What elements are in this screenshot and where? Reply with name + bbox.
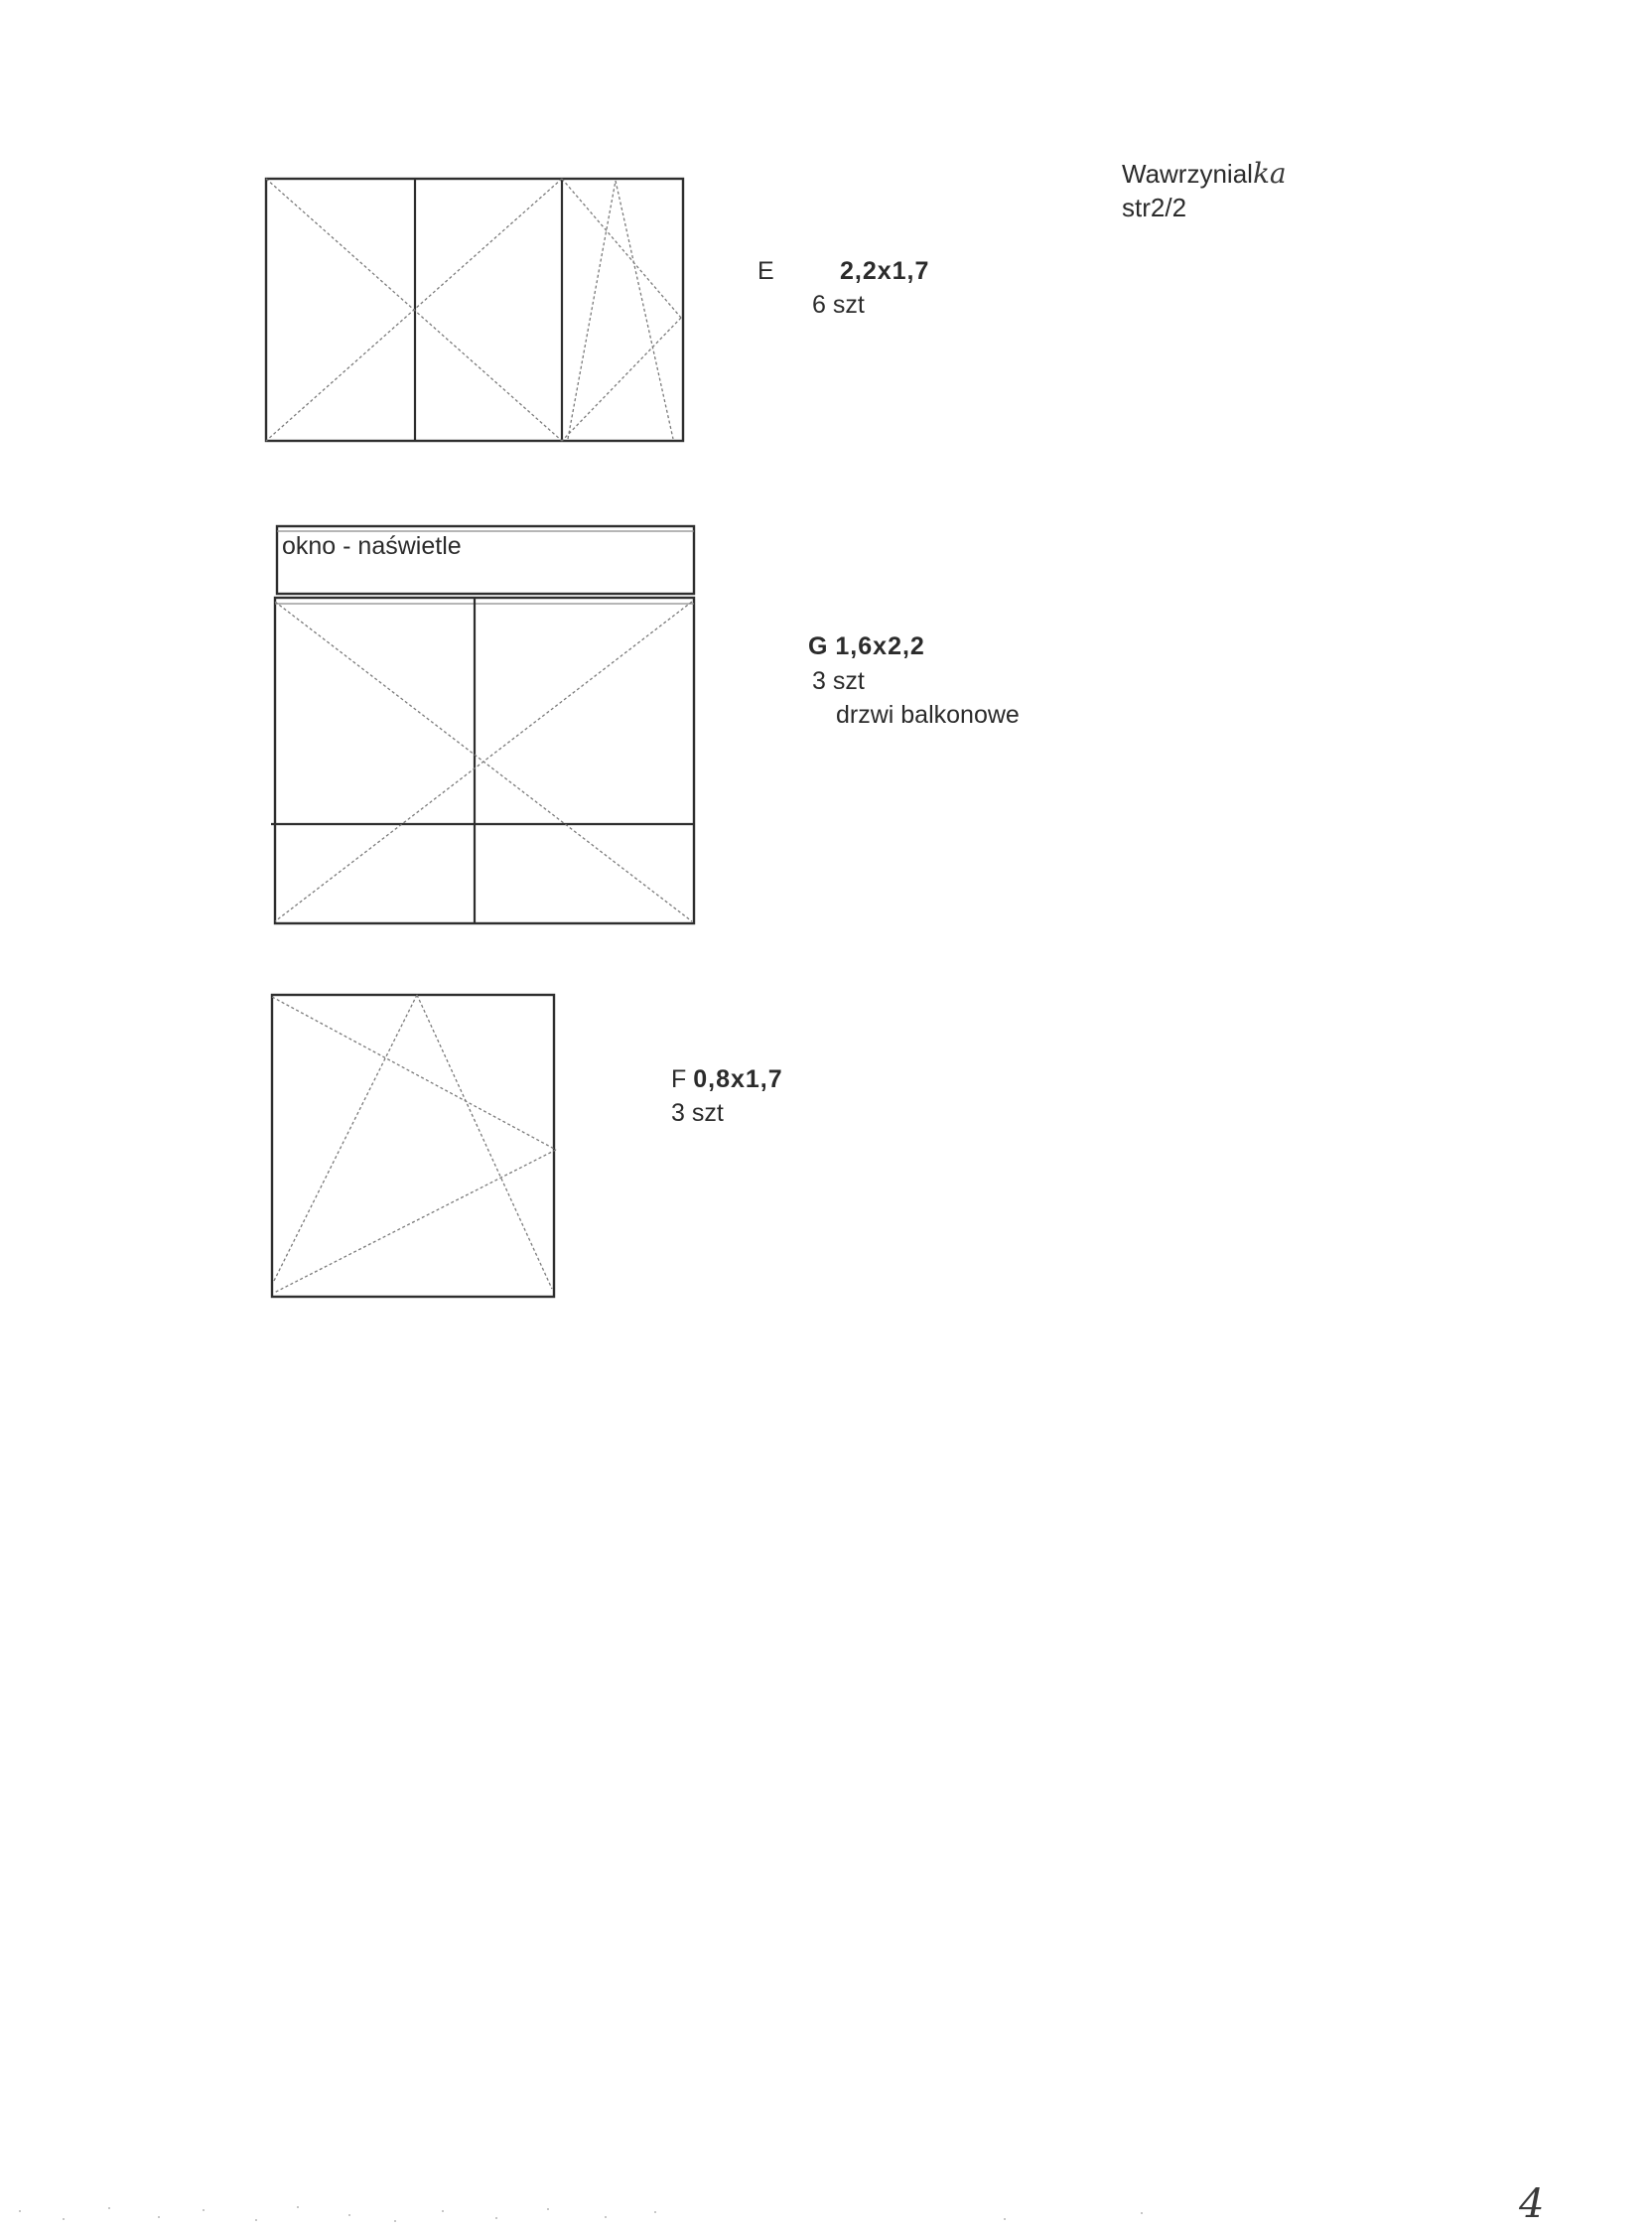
window-e-sash3-turn-1 (562, 179, 681, 318)
window-g-dimensions: 1,6x2,2 (835, 632, 925, 660)
window-e-dimensions: 2,2x1,7 (840, 257, 930, 285)
window-g-letter: G (808, 632, 829, 660)
header-name (1122, 159, 1287, 189)
window-f-title (671, 1064, 783, 1094)
window-e-quantity: 6 szt (812, 291, 865, 319)
window-f-turn-2 (274, 1150, 556, 1293)
window-f-quantity: 3 szt (671, 1099, 724, 1127)
header-name-printed: Wawrzynial (1122, 159, 1253, 189)
window-f-dimensions: 0,8x1,7 (693, 1065, 783, 1093)
header-page-ref: str2/2 (1122, 193, 1187, 222)
window-f-drawing (266, 983, 574, 1311)
window-f-frame (272, 995, 554, 1297)
window-e-frame (266, 179, 683, 441)
window-g-quantity: 3 szt (812, 667, 865, 695)
scan-noise (0, 2199, 1652, 2229)
window-e-drawing (258, 169, 695, 457)
window-e-sash3-tilt-1 (568, 181, 616, 439)
window-e-sash3-tilt-2 (616, 181, 673, 439)
window-g-drawing (263, 516, 710, 933)
window-g-description: drzwi balkonowe (836, 701, 1020, 729)
window-f-tilt-2 (417, 995, 552, 1289)
header-name-handwritten: ka (1252, 157, 1287, 190)
window-g-title (808, 631, 925, 661)
window-f-tilt-1 (274, 995, 417, 1281)
window-g-transom-label: okno - naświetle (282, 532, 462, 560)
window-e-sash3-turn-2 (562, 318, 681, 441)
window-e-letter: E (757, 257, 774, 285)
page-number: 4 (1519, 2181, 1545, 2227)
window-f-letter: F (671, 1065, 687, 1093)
window-f-turn-1 (272, 997, 556, 1150)
